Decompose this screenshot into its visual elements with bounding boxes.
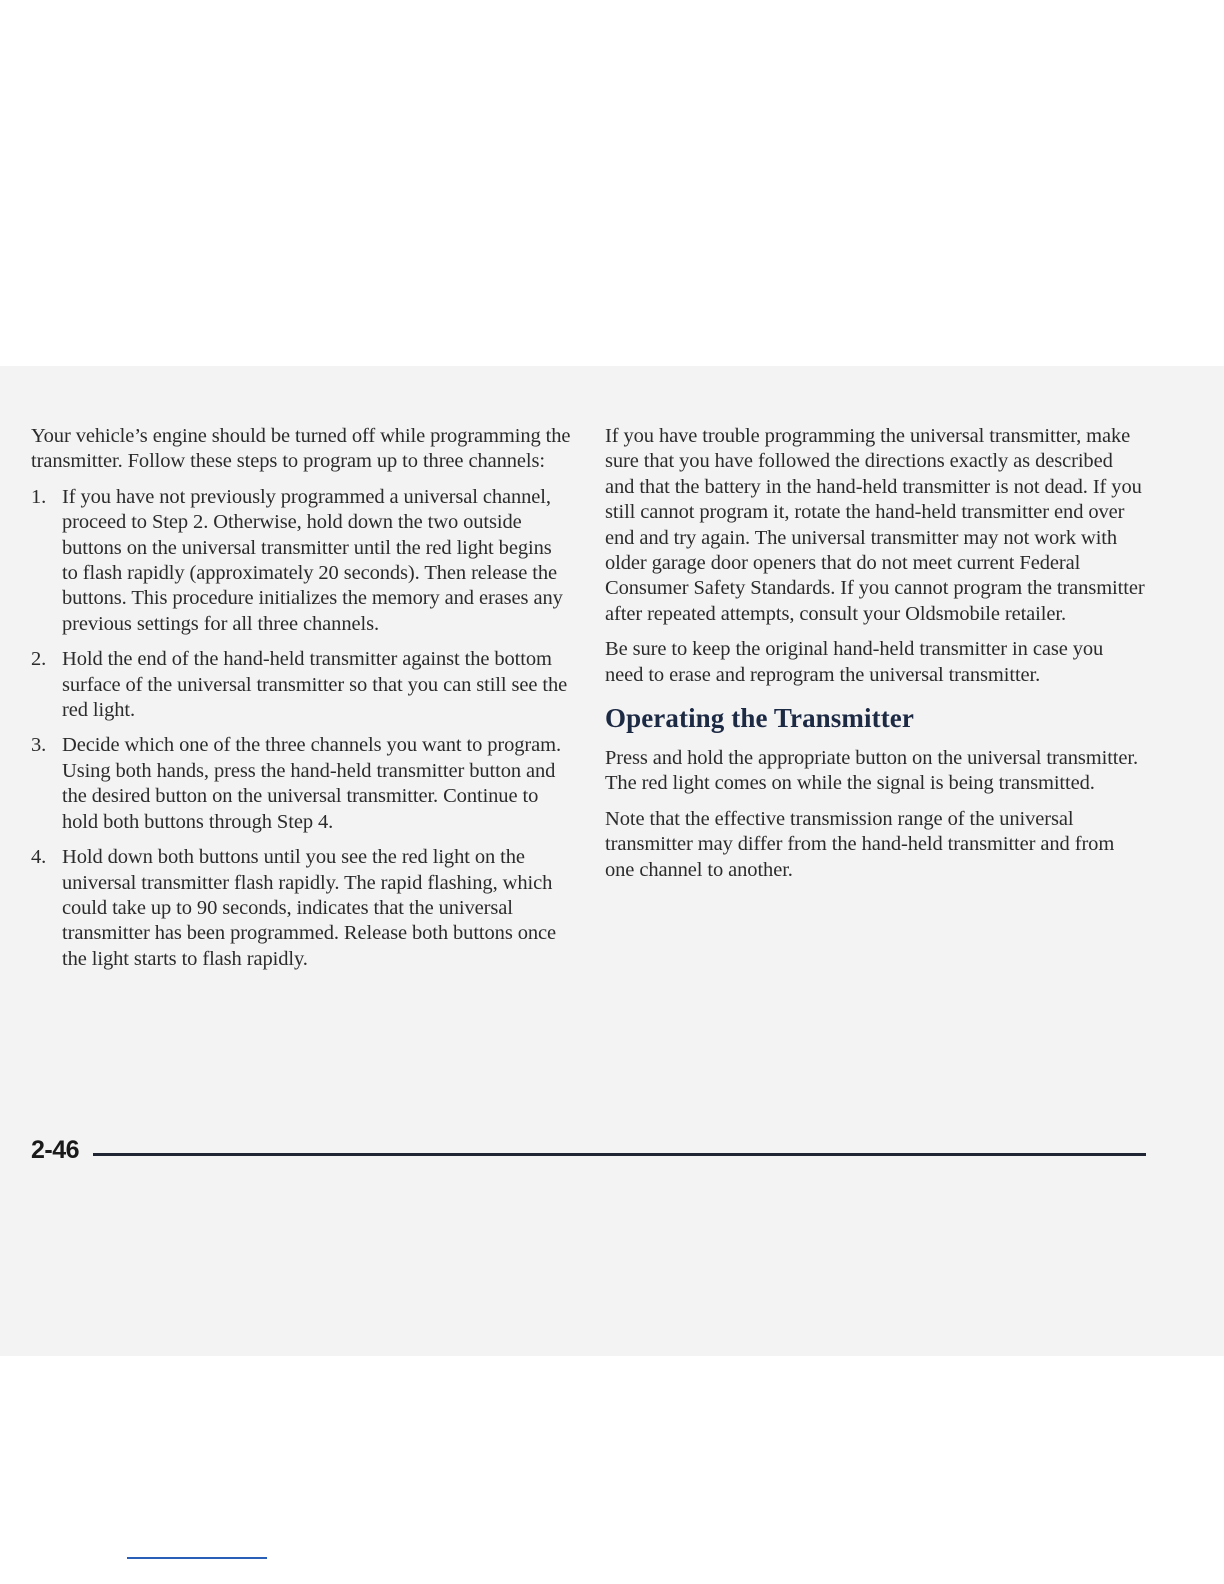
troubleshooting-paragraph: If you have trouble programming the universal transmitter, make sure that you have followed the directions exactly as described and that the battery in the hand-held transmitter is not dead. If you still cannot program it, rotate the hand-held transmitter end over end and try again. The universal transmitter may not work with older garage door openers that do not meet current Federal Consumer Safety Standards. If you cannot program the transmitter after repeated attempts, consult your Oldsmobile retailer. bbox=[605, 425, 1145, 625]
left-column bbox=[31, 424, 571, 982]
step-text: Hold the end of the hand-held transmitter against the bottom surface of the universal transmitter so that you can still see the red light. bbox=[62, 648, 568, 722]
step-item bbox=[31, 485, 571, 637]
step-item bbox=[31, 733, 571, 835]
bottom-link-underline[interactable] bbox=[127, 1557, 267, 1559]
section-heading: Operating the Transmitter bbox=[605, 703, 914, 734]
step-text: Decide which one of the three channels you want to program. Using both hands, press the hand-held transmitter button and the desired button on the universal transmitter. Continue to hold both buttons through Step 4. bbox=[62, 734, 562, 833]
right-column bbox=[605, 424, 1145, 893]
footer-divider bbox=[93, 1153, 1146, 1156]
page-number: 2-46 bbox=[31, 1136, 80, 1164]
step-number: 3. bbox=[31, 734, 47, 757]
step-number: 1. bbox=[31, 485, 47, 508]
range-note-paragraph: Note that the effective transmission range of the universal transmitter may differ from the hand-held transmitter and from one channel to another. bbox=[605, 807, 1115, 881]
step-text: If you have not previously programmed a universal channel, proceed to Step 2. Otherwise, hold down the two outside buttons on the universal transmitter until the red light begins to flash rapidly (approximately 20 seconds). Then release the buttons. This procedure initializes the memory and erases any previous settings for all three channels. bbox=[62, 485, 563, 635]
page-footer bbox=[31, 1136, 1146, 1170]
step-item bbox=[31, 845, 571, 972]
keep-transmitter-paragraph: Be sure to keep the original hand-held transmitter in case you need to erase and reprogram the universal transmitter. bbox=[605, 638, 1104, 686]
step-text: Hold down both buttons until you see the red light on the universal transmitter flash rapidly. The rapid flashing, which could take up to 90 seconds, indicates that the universal transmitter has been programmed. Release both buttons once the light starts to flash rapidly. bbox=[62, 846, 557, 970]
operating-paragraph: Press and hold the appropriate button on the universal transmitter. The red light comes on while the signal is being transmitted. bbox=[605, 747, 1139, 795]
step-number: 4. bbox=[31, 846, 47, 869]
intro-paragraph: Your vehicle’s engine should be turned off while programming the transmitter. Follow these steps to program up to three channels: bbox=[31, 425, 571, 473]
programming-steps-list bbox=[31, 485, 571, 972]
step-number: 2. bbox=[31, 648, 47, 671]
step-item bbox=[31, 647, 571, 723]
